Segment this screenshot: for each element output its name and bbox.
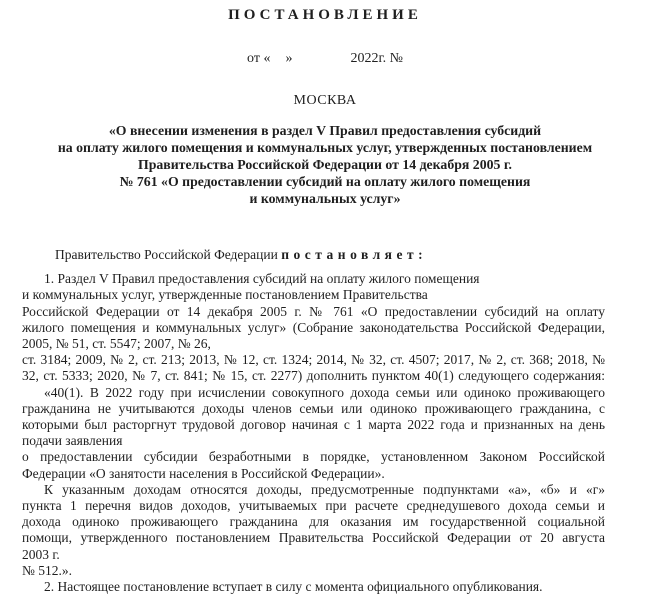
intro-decides-word: постановляет:	[281, 247, 428, 262]
body-line: № 512.».	[22, 562, 73, 578]
date-year-and-number: 2022г. №	[350, 51, 403, 66]
paragraph-spacer	[22, 263, 605, 271]
body-line: подачи заявления	[22, 433, 123, 449]
city-name: МОСКВА	[293, 93, 357, 108]
document-body	[22, 247, 605, 595]
body-line: К указанным доходам относятся доходы, предусмотренные подпунктами «а», «б» и «г»	[44, 481, 605, 497]
body-line: которыми был расторгнут трудовой договор начиная с 1 марта 2022 года и признанных на день	[22, 417, 605, 433]
body-line: 2003 г.	[22, 546, 60, 562]
body-line: 32, ст. 5333; 2020, № 7, ст. 841; № 15, ст. 2277) дополнить пунктом 40(1) следующего содержания:	[22, 368, 605, 384]
body-line: дохода одиноко проживающего гражданина для оказания им государственной социальной	[22, 514, 605, 530]
body-line: помощи, утвержденного постановлением Правительства Российской Федерации от 20 августа	[22, 530, 605, 546]
body-line: «40(1). В 2022 году при исчислении совокупного дохода семьи или одиноко проживающего	[44, 384, 605, 400]
body-line: 1. Раздел V Правил предоставления субсидий на оплату жилого помещения	[44, 271, 480, 287]
subject-line: и коммунальных услуг»	[249, 191, 401, 206]
body-line: и коммунальных услуг, утвержденные постановлением Правительства	[22, 287, 428, 303]
intro-text: Правительство Российской Федерации	[55, 247, 278, 262]
body-line: гражданина не учитываются доходы членов семьи или одиноко проживающего гражданина, с	[22, 400, 605, 416]
body-line: 2. Настоящее постановление вступает в силу с момента официального опубликования.	[44, 579, 543, 595]
body-line: 2005, № 51, ст. 5547; 2007, № 26,	[22, 336, 211, 352]
body-line: Российской Федерации от 14 декабря 2005 г. № 761 «О предоставлении субсидий на оплату	[22, 303, 605, 319]
body-line: пункта 1 перечня видов доходов, учитываемых при расчете среднедушевого дохода семьи и	[22, 498, 605, 514]
subject-line: на оплату жилого помещения и коммунальных услуг, утвержденных постановлением	[57, 140, 593, 155]
document-type-heading: ПОСТАНОВЛЕНИЕ	[228, 7, 422, 23]
body-line: ст. 3184; 2009, № 2, ст. 213; 2013, № 12, ст. 1324; 2014, № 32, ст. 4507; 2017, № 2, ст. 368; 2018, №	[22, 352, 605, 368]
date-from-open-quote: от «	[247, 51, 271, 66]
intro-paragraph	[22, 247, 605, 263]
date-line	[0, 50, 650, 68]
subject-line: № 761 «О предоставлении субсидий на оплату жилого помещения	[119, 174, 531, 189]
subject-line: Правительства Российской Федерации от 14 декабря 2005 г.	[137, 157, 513, 172]
body-line: о предоставлении субсидии безработными в порядке, установленном Законом Российской	[22, 449, 605, 465]
date-close-quote: »	[285, 51, 293, 66]
body-line: жилого помещения и коммунальных услуг» (Собрание законодательства Российской Федерации,	[22, 319, 605, 335]
subject-line: «О внесении изменения в раздел V Правил предоставления субсидий	[108, 123, 542, 138]
body-line: Федерации «О занятости населения в Российской Федерации».	[22, 465, 385, 481]
subject-title	[0, 122, 650, 207]
